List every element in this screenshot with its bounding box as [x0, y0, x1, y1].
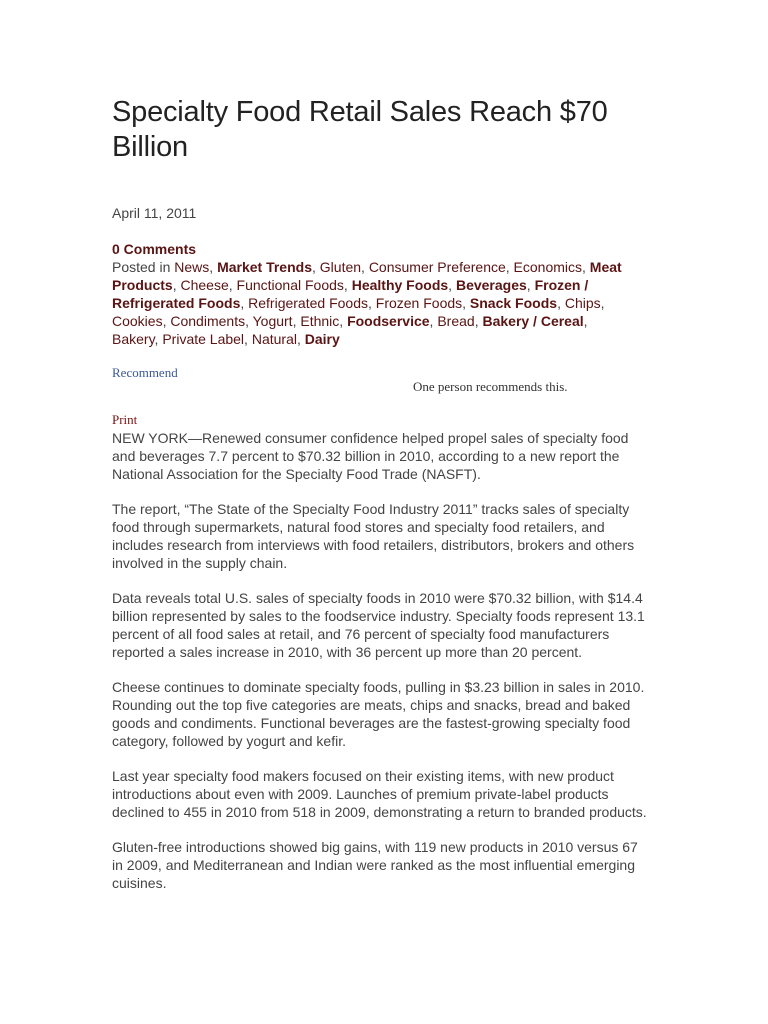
tag-link[interactable]: Market Trends: [217, 259, 312, 275]
tag-link[interactable]: Refrigerated Foods: [248, 295, 368, 311]
recommend-count: One person recommends this.: [413, 379, 568, 394]
tag-link[interactable]: Chips: [564, 295, 601, 311]
tag-link[interactable]: Snack Foods: [469, 295, 558, 311]
tag-link[interactable]: Frozen Foods: [375, 295, 463, 311]
tag-link[interactable]: Frozen / Refrigerated Foods: [112, 277, 589, 311]
tag-link[interactable]: Natural: [251, 331, 297, 347]
tag-link[interactable]: Condiments: [170, 313, 246, 329]
tag-link[interactable]: Meat Products: [112, 259, 622, 293]
tag-link[interactable]: Beverages: [455, 277, 527, 293]
tag-link[interactable]: Economics: [513, 259, 583, 275]
tag-link[interactable]: Consumer Preference: [368, 259, 506, 275]
tag-link[interactable]: Yogurt: [252, 313, 293, 329]
article-body: [112, 429, 652, 909]
tag-link[interactable]: Functional Foods: [236, 277, 344, 293]
tag-link[interactable]: Bread: [437, 313, 475, 329]
tag-link[interactable]: Bakery / Cereal: [482, 313, 584, 329]
tag-list: Posted in News, Market Trends, Gluten, Consumer Preference, Economics, Meat Products, Cheese, Functional Foods, Healthy Foods, Beverages, Frozen / Refrigerated Foods, Refrigerated Foods, Frozen Foods, Snack Foods, Chips, Cookies, Condiments, Yogurt, Ethnic, Foodservice, Bread, Bakery / Cereal, Bakery, Private Label, Natural, Dairy: [112, 259, 622, 347]
article-title: Specialty Food Retail Sales Reach $70 Billion: [112, 96, 608, 163]
recommend-button[interactable]: Recommend: [112, 365, 178, 380]
tag-link[interactable]: Cookies: [112, 313, 163, 329]
print-link[interactable]: Print: [112, 412, 138, 427]
tag-link[interactable]: Private Label: [162, 331, 245, 347]
tag-link[interactable]: Cheese: [180, 277, 229, 293]
tag-link[interactable]: Ethnic: [300, 313, 340, 329]
tag-link[interactable]: Bakery: [112, 331, 155, 347]
comments-link[interactable]: 0 Comments: [112, 241, 197, 257]
article-paragraph: Data reveals total U.S. sales of specialty foods in 2010 were $70.32 billion, with $14.4 billion represented by sales to the foodservice industry. Specialty foods represent 13.1 percent of all food sales at retail, and 76 percent of specialty food manufacturers reported a sales increase in 2010, with 36 percent up more than 20 percent.: [112, 590, 645, 660]
article-paragraph: The report, “The State of the Specialty Food Industry 2011” tracks sales of specialty food through supermarkets, natural food stores and specialty food retailers, and includes research from interviews with food retailers, distributors, brokers and others involved in the supply chain.: [112, 501, 635, 571]
tag-link[interactable]: Healthy Foods: [351, 277, 449, 293]
article-paragraph: Last year specialty food makers focused on their existing items, with new product introductions about even with 2009. Launches of premium private-label products declined to 455 in 2010 from 518 in 2009, demonstrating a return to branded products.: [112, 768, 647, 820]
article-paragraph: Gluten-free introductions showed big gains, with 119 new products in 2010 versus 67 in 2009, and Mediterranean and Indian were ranked as the most influential emerging cuisines.: [112, 839, 638, 891]
article-date: April 11, 2011: [112, 205, 197, 221]
tag-link[interactable]: Gluten: [319, 259, 362, 275]
article-paragraph: Cheese continues to dominate specialty foods, pulling in $3.23 billion in sales in 2010. Rounding out the top five categories are meats, chips and snacks, bread and baked goods and condiments. Functional beverages are the fastest-growing specialty food category, followed by yogurt and kefir.: [112, 679, 645, 749]
posted-in-label: Posted in: [112, 259, 175, 275]
article-paragraph: NEW YORK—Renewed consumer confidence helped propel sales of specialty food and beverages 7.7 percent to $70.32 billion in 2010, according to a new report the National Association for the Specialty Food Trade (NASFT).: [112, 430, 629, 482]
tag-link[interactable]: Foodservice: [347, 313, 430, 329]
tag-link[interactable]: Dairy: [304, 331, 340, 347]
tag-link[interactable]: News: [174, 259, 210, 275]
